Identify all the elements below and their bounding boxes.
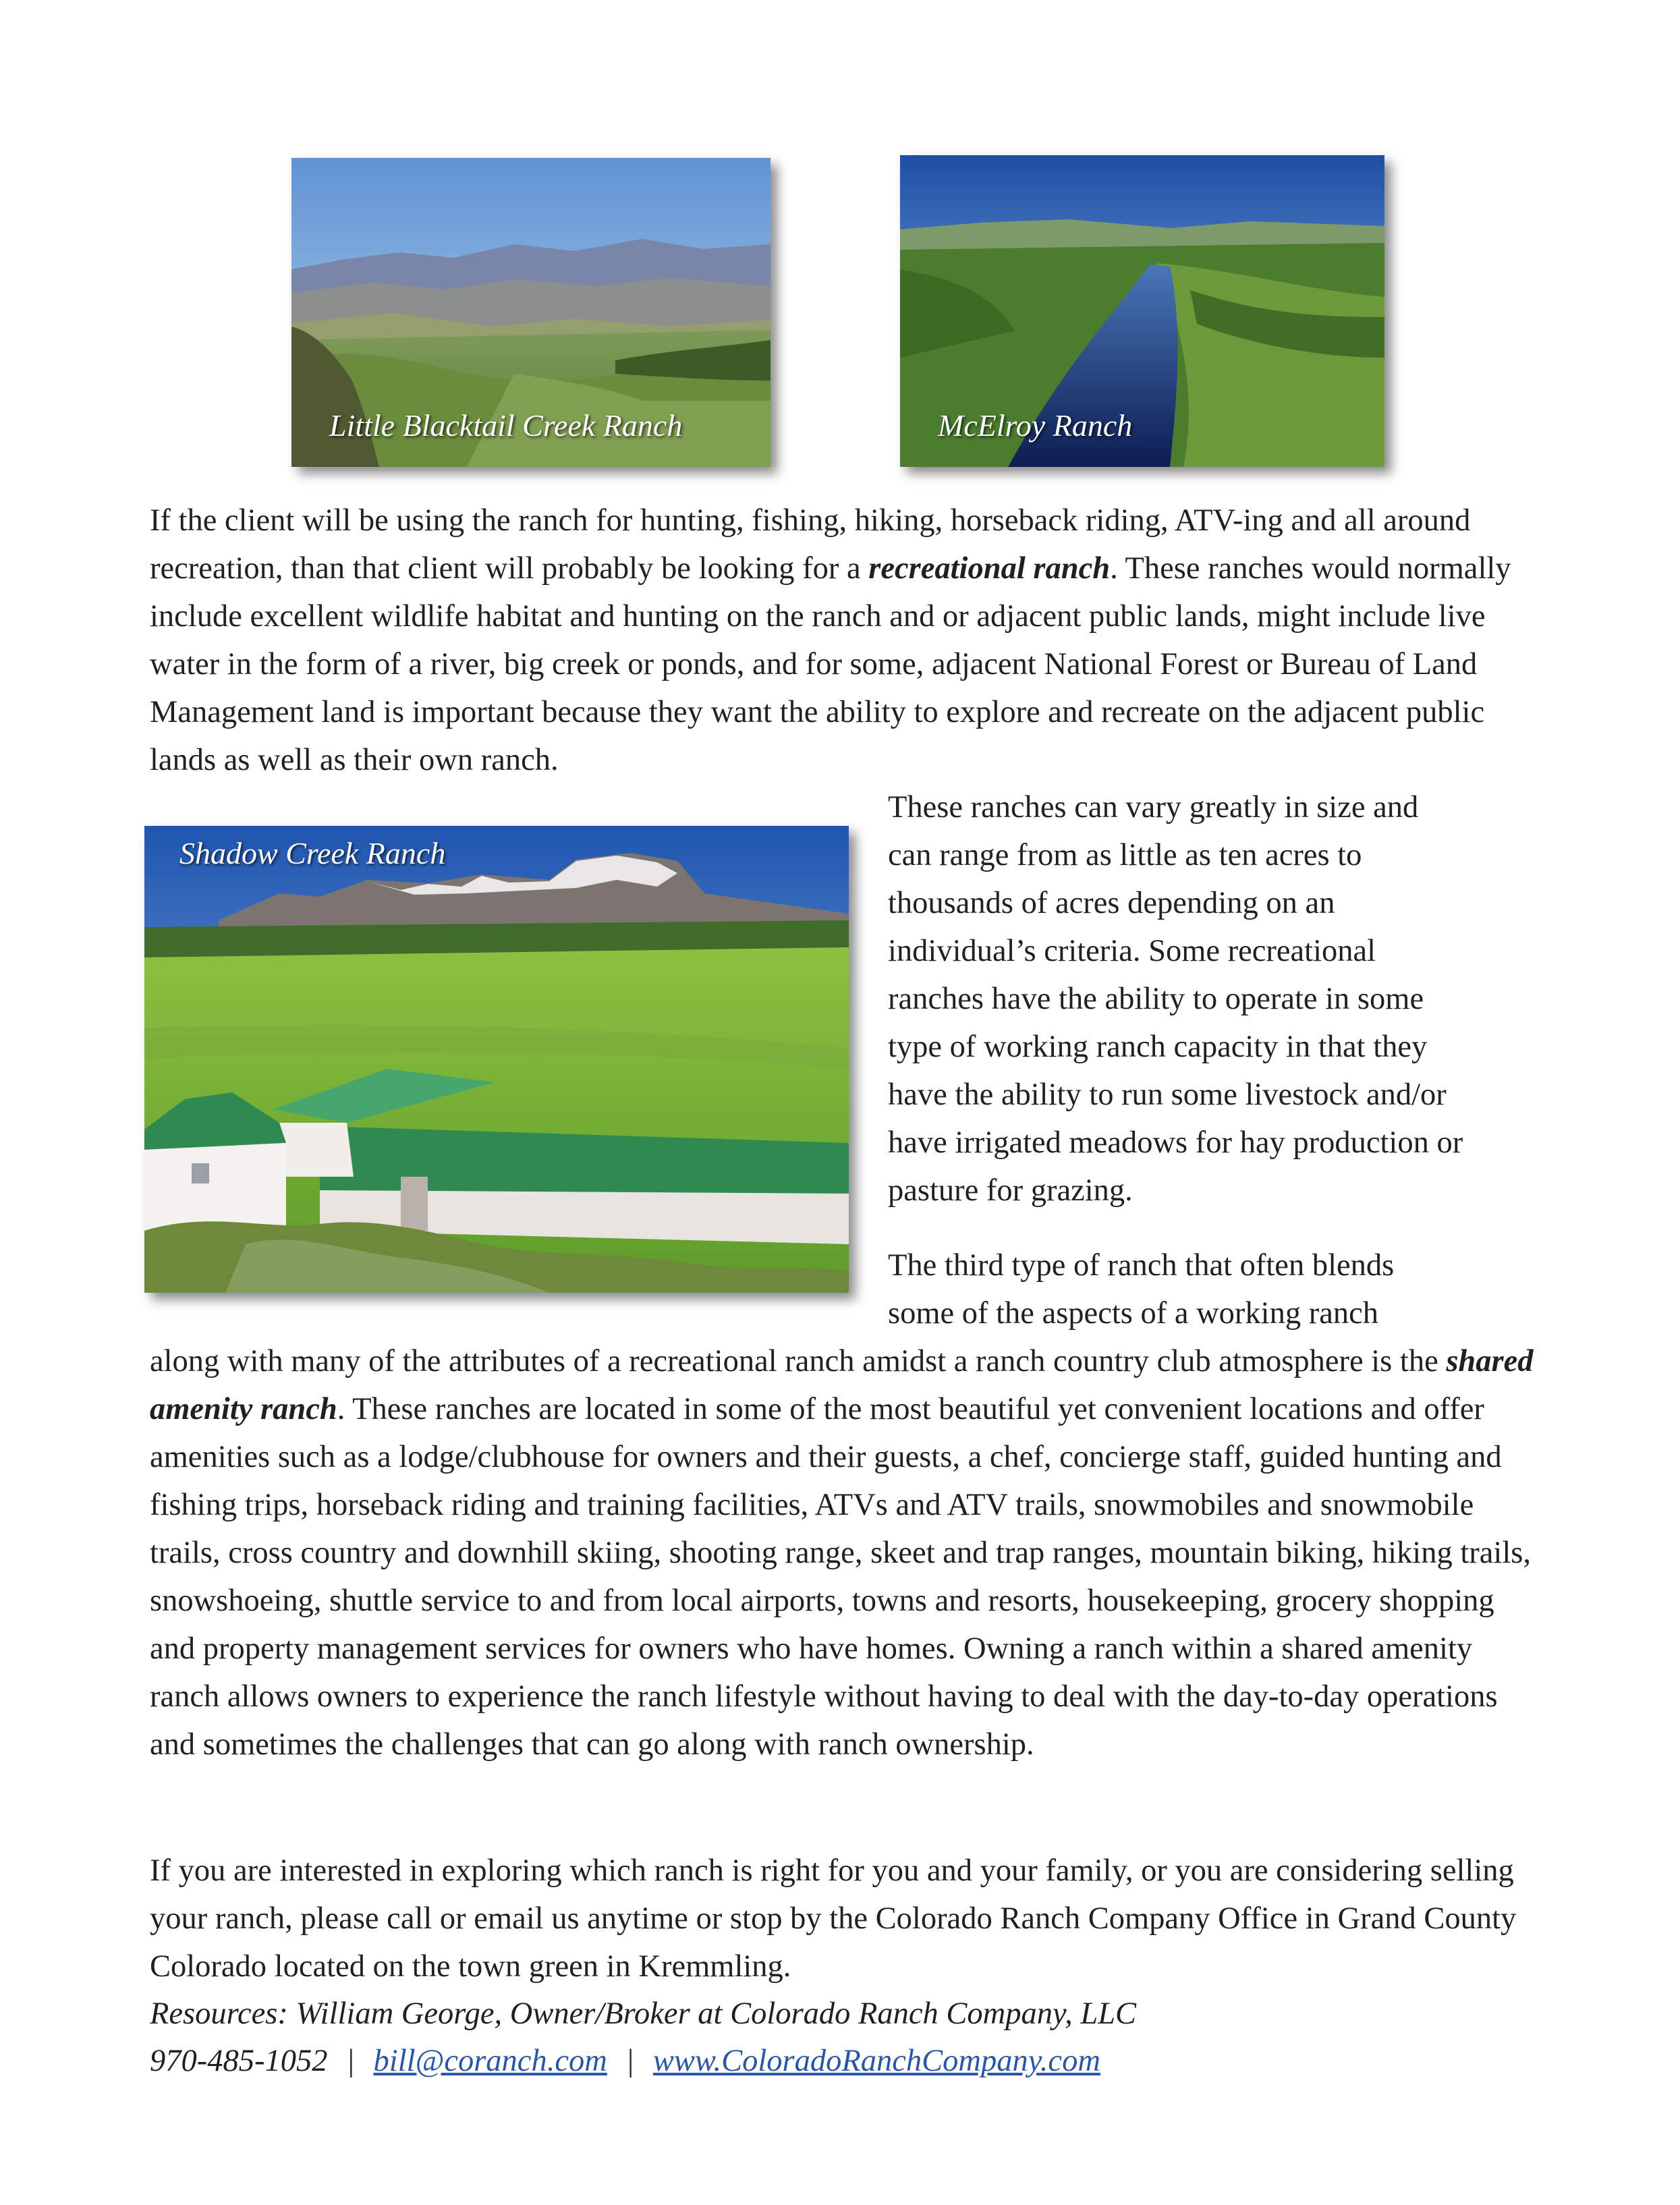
photo-caption: Shadow Creek Ranch: [179, 836, 446, 870]
contact-block: [150, 1990, 1540, 2085]
emphasis-shared-amenity-ranch: shared amenity ranch: [150, 1344, 1534, 1426]
paragraph-shared-amenity-intro: The third type of ranch that often blends some of the aspects of a working ranch: [888, 1248, 1395, 1331]
photo-little-blacktail-creek-ranch: [291, 158, 771, 467]
text-segment: If the client will be using the ranch for hunting, fishing, hiking, horseback riding, ATV-ing and all around recreation, than that client will probably be looking for a: [150, 503, 1471, 586]
paragraph-recreational-ranch: [150, 497, 1540, 784]
text-segment: . These ranches would normally include excellent wildlife habitat and hunting on the ranch and or adjacent public lands, might include live water in the form of a river, big creek or ponds, and for some, adjacent National Forest or Bureau of Land Management land is important because they want the ability to explore and recreate on the adjacent public lands as well as their own ranch.: [150, 551, 1511, 777]
contact-line: [150, 2038, 1540, 2085]
paragraph-closing: If you are interested in exploring which ranch is right for you and your family, or you are considering selling your ranch, please call or email us anytime or stop by the Colorado Ranch Company Office in Grand County Colorado located on the town green in Kremmling.: [150, 1853, 1517, 1984]
barn-meadow-image: [144, 826, 849, 1293]
separator: |: [625, 2044, 635, 2078]
paragraph-ranch-size: These ranches can vary greatly in size and can range from as little as ten acres to thousands of acres depending on an individual’s criteria. Some recreational ranches have the ability to operate in some type of working ranch capacity in that they have the ability to run some livestock and/or have irrigated meadows for hay production or pasture for grazing.: [888, 790, 1463, 1208]
paragraph-shared-amenity-ranch: [150, 1337, 1540, 1768]
text-segment: . These ranches are located in some of the most beautiful yet convenient locations and offer amenities such as a lodge/clubhouse for owners and their guests, a chef, concierge staff, guided hunting and fishing trips, horseback riding and training facilities, ATVs and ATV trails, snowmobiles and snowmobile trails, cross country and downhill skiing, shooting range, skeet and trap ranges, mountain biking, hiking trails, snowshoeing, shuttle service to and from local airports, towns and resorts, housekeeping, grocery shopping and property management services for owners who have homes. Owning a ranch within a shared amenity ranch allows owners to experience the ranch lifestyle without having to deal with the day-to-day operations and sometimes the challenges that can go along with ranch ownership.: [150, 1392, 1531, 1762]
phone-number: 970-485-1052: [150, 2044, 328, 2078]
photo-caption: Little Blacktail Creek Ranch: [329, 408, 683, 443]
photo-shadow-creek-ranch: [144, 826, 849, 1293]
resources-line: Resources: William George, Owner/Broker at Colorado Ranch Company, LLC: [150, 1997, 1137, 2031]
photo-caption: McElroy Ranch: [938, 408, 1133, 443]
emphasis-recreational-ranch: recreational ranch: [868, 551, 1111, 586]
email-link[interactable]: bill@coranch.com: [373, 2044, 607, 2078]
photo-mcelroy-ranch: [900, 155, 1384, 467]
text-segment: along with many of the attributes of a recreational ranch amidst a ranch country club atmosphere is the: [150, 1344, 1447, 1378]
separator: |: [346, 2044, 355, 2078]
website-link[interactable]: www.ColoradoRanchCompany.com: [652, 2044, 1100, 2078]
